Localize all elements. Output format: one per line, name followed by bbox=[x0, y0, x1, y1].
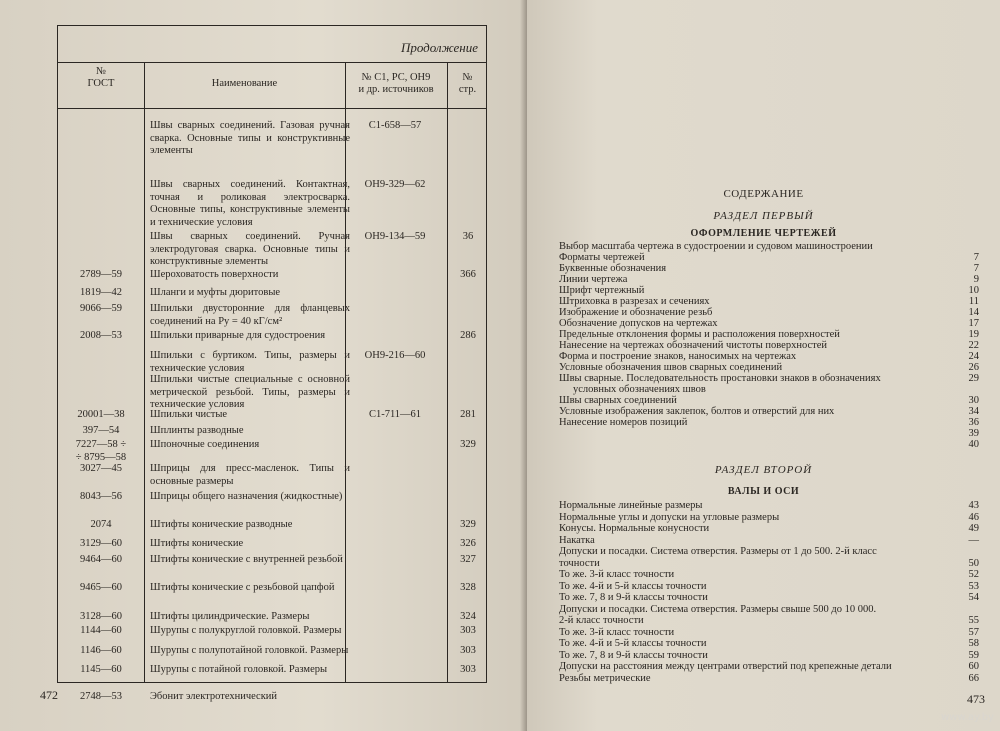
toc-entry-page: 46 bbox=[968, 511, 979, 523]
toc-entry bbox=[559, 558, 979, 569]
toc-entry bbox=[559, 362, 979, 373]
toc-entry bbox=[559, 417, 979, 428]
cell-gost: 2748—53 bbox=[80, 691, 122, 702]
cell-name: Шпильки приварные для судостроения bbox=[150, 330, 326, 341]
cell-gost: 1145—60 bbox=[80, 664, 122, 675]
cell-page: 366 bbox=[460, 269, 476, 280]
toc-entry-title: Допуски и посадки. Система отверстия. Размеры от 1 до 500. 2-й класс bbox=[559, 546, 877, 557]
cell-name: Швы сварных соединений. Ручная электродуговая сварка. Основные типы и конструктивные элементы bbox=[150, 231, 350, 267]
toc-entry-page: 36 bbox=[968, 417, 979, 428]
toc-entry bbox=[559, 673, 979, 684]
cell-name: Швы сварных соединений. Контактная, точная и роликовая электросварка. Основные типы, конструктивные элементы и технические условия bbox=[150, 179, 350, 228]
toc-entry-page: 7 bbox=[973, 263, 979, 274]
toc-entry-title: Форматы чертежей bbox=[559, 252, 645, 263]
cell-page: 303 bbox=[460, 625, 476, 636]
column-divider bbox=[447, 62, 448, 682]
toc-entry-title: Нанесение на чертежах обозначений чистоты поверхностей bbox=[559, 340, 828, 351]
cell-gost: 3128—60 bbox=[80, 611, 122, 622]
page-number-right: 473 bbox=[967, 692, 985, 706]
toc-entry-page: 19 bbox=[968, 329, 979, 340]
cell-page: 329 bbox=[460, 439, 476, 450]
toc-entry-title: То же. 4-й и 5-й классы точности bbox=[559, 638, 707, 649]
toc-entry bbox=[559, 569, 979, 580]
cell-gost: 3027—45 bbox=[80, 463, 122, 474]
toc-entry-page: 14 bbox=[968, 307, 979, 318]
cell-name: Шплинты разводные bbox=[150, 425, 244, 436]
right-page bbox=[527, 0, 1000, 731]
header-source-line2: и др. источников bbox=[358, 84, 434, 95]
cell-gost: 7227—58 ÷ ÷ 8795—58 bbox=[75, 439, 127, 463]
cell-name: Шурупы с потайной головкой. Размеры bbox=[150, 664, 328, 675]
toc-entry-page: — bbox=[968, 534, 979, 546]
toc-entry-title: Обозначение допусков на чертежах bbox=[559, 318, 718, 329]
toc-entry bbox=[559, 252, 979, 263]
header-page-line1: № bbox=[462, 72, 473, 83]
cell-gost: 3129—60 bbox=[80, 538, 122, 549]
toc-entry-title: Выбор масштаба чертежа в судостроении и судовом машиностроении bbox=[559, 241, 873, 252]
header-page-line2: стр. bbox=[458, 84, 477, 95]
cell-name: Шпильки чистые специальные с основной метрической резьбой. Типы, размеры и технические условия bbox=[150, 374, 350, 410]
cell-source: ОН9-329—62 bbox=[364, 179, 426, 190]
table-header-bottom-rule bbox=[58, 108, 486, 109]
toc-entry-page: 9 bbox=[973, 274, 979, 285]
toc-entry-title: Накатка bbox=[559, 534, 595, 546]
cell-name: Шурупы с полукруглой головкой. Размеры bbox=[150, 625, 342, 636]
toc-entry bbox=[559, 263, 979, 274]
cell-source: С1-658—57 bbox=[368, 120, 422, 131]
section2-subtitle: ВАЛЫ И ОСИ bbox=[727, 486, 800, 497]
cell-name: Шпильки чистые bbox=[150, 409, 228, 420]
toc-entry bbox=[559, 373, 979, 384]
toc-entry bbox=[559, 500, 979, 511]
section1-title: РАЗДЕЛ ПЕРВЫЙ bbox=[713, 210, 814, 222]
toc-entry bbox=[559, 592, 979, 603]
toc-entry bbox=[559, 512, 979, 523]
toc-entry-title: Форма и построение знаков, наносимых на чертежах bbox=[559, 351, 797, 362]
cell-page: 286 bbox=[460, 330, 476, 341]
toc-entry-page: 29 bbox=[968, 373, 979, 384]
toc-entry-title: Штриховка в разрезах и сечениях bbox=[559, 296, 710, 307]
toc-entry-title: 2-й класс точности bbox=[559, 615, 644, 626]
cell-name: Штифты цилиндрические. Размеры bbox=[150, 611, 310, 622]
toc-entry-page: 43 bbox=[968, 500, 979, 511]
cell-source: ОН9-134—59 bbox=[364, 231, 426, 242]
toc-entry-continuation: условных обозначениях швов bbox=[573, 384, 706, 395]
cell-page: 281 bbox=[460, 409, 476, 420]
header-name: Наименование bbox=[211, 78, 278, 89]
toc-entry bbox=[559, 661, 979, 672]
section1-subtitle: ОФОРМЛЕНИЕ ЧЕРТЕЖЕЙ bbox=[690, 228, 837, 239]
toc-entry-page: 11 bbox=[968, 296, 979, 307]
cell-page: 303 bbox=[460, 645, 476, 656]
toc-entry-title: То же. 3-й класс точности bbox=[559, 569, 675, 580]
toc-entry-page: 30 bbox=[968, 395, 979, 406]
cell-source: С1-711—61 bbox=[368, 409, 422, 420]
toc-entry-page: 52 bbox=[968, 569, 979, 580]
toc-entry-page: 34 bbox=[968, 406, 979, 417]
toc-entry bbox=[559, 329, 979, 340]
cell-gost: 9464—60 bbox=[80, 554, 122, 565]
toc-entry-title: То же. 7, 8 и 9-й классы точности bbox=[559, 649, 708, 661]
cell-name: Шурупы с полупотайной головкой. Размеры bbox=[150, 645, 349, 656]
toc-entry bbox=[559, 351, 979, 362]
toc-entry-page: 49 bbox=[968, 523, 979, 534]
cell-name: Шпоночные соединения bbox=[150, 439, 260, 450]
toc-entry-title: Допуски на расстояния между центрами отверстий под крепежные детали bbox=[559, 661, 892, 672]
cell-page: 329 bbox=[460, 519, 476, 530]
toc-entry-title: То же. 7, 8 и 9-й классы точности bbox=[559, 592, 708, 603]
toc-entry-page: 58 bbox=[968, 638, 979, 649]
toc-entry-title: Предельные отклонения формы и расположения поверхностей bbox=[559, 329, 840, 340]
toc-entry bbox=[559, 406, 979, 417]
table-header-top-rule bbox=[58, 62, 486, 63]
cell-page: 303 bbox=[460, 664, 476, 675]
toc-entry-page: 24 bbox=[968, 351, 979, 362]
cell-name: Эбонит электротехнический bbox=[150, 691, 278, 702]
cell-name: Штифты конические разводные bbox=[150, 519, 293, 530]
toc-entry bbox=[559, 627, 979, 638]
toc-entry bbox=[559, 604, 979, 615]
toc-title: СОДЕРЖАНИЕ bbox=[723, 188, 804, 200]
cell-page: 324 bbox=[460, 611, 476, 622]
cell-page: 36 bbox=[462, 231, 474, 242]
toc-entry-title: Допуски и посадки. Система отверстия. Размеры свыше 500 до 10 000. bbox=[559, 603, 877, 615]
toc-entry bbox=[559, 650, 979, 661]
header-source-line1: № С1, РС, ОН9 bbox=[361, 72, 431, 83]
cell-name: Шпильки с буртиком. Типы, размеры и технические условия bbox=[150, 350, 350, 374]
toc-entry-title: Буквенные обозначения bbox=[559, 263, 667, 274]
toc-entry-page: 26 bbox=[968, 362, 979, 373]
toc-entry-page: 50 bbox=[968, 557, 979, 569]
toc-entry-title: Швы сварные. Последовательность простановки знаков в обозначениях bbox=[559, 373, 881, 384]
toc-entry-title: Условные обозначения швов сварных соединений bbox=[559, 362, 783, 373]
toc-entry-page: 22 bbox=[968, 340, 979, 351]
page-number-left: 472 bbox=[40, 688, 58, 702]
toc-entry bbox=[559, 615, 979, 626]
toc-entry-page: 17 bbox=[968, 318, 979, 329]
cell-name: Штифты конические с резьбовой цапфой bbox=[150, 582, 335, 593]
column-divider bbox=[144, 62, 145, 682]
cell-name: Шпильки двусторонние для фланцевых соединений на Pу = 40 кГ/см² bbox=[150, 303, 350, 327]
toc-entry bbox=[559, 340, 979, 351]
cell-gost: 2789—59 bbox=[80, 269, 122, 280]
toc-entry-page: 53 bbox=[968, 580, 979, 592]
cell-name: Штифты конические bbox=[150, 538, 244, 549]
toc-entry-title: Изображение и обозначение резьб bbox=[559, 307, 713, 318]
cell-gost: 9066—59 bbox=[80, 303, 122, 314]
cell-gost: 1144—60 bbox=[80, 625, 122, 636]
toc-entry-title: Конусы. Нормальные конусности bbox=[559, 523, 710, 534]
cell-page: 326 bbox=[460, 538, 476, 549]
header-page bbox=[447, 72, 488, 96]
cell-gost: 2008—53 bbox=[80, 330, 122, 341]
toc-entry-title: Нормальные углы и допуски на угловые размеры bbox=[559, 511, 780, 523]
toc-entry-title: Линии чертежа bbox=[559, 274, 628, 285]
toc-page-number: 40 bbox=[968, 439, 979, 450]
toc-entry-page: 7 bbox=[973, 252, 979, 263]
toc-entry bbox=[559, 638, 979, 649]
toc-entry bbox=[559, 285, 979, 296]
toc-entry-page: 66 bbox=[968, 672, 979, 684]
toc-entry-page: 60 bbox=[968, 661, 979, 672]
cell-page: 328 bbox=[460, 582, 476, 593]
cell-name: Шланги и муфты дюритовые bbox=[150, 287, 281, 298]
toc-entry bbox=[559, 581, 979, 592]
toc-entry-title: То же. 4-й и 5-й классы точности bbox=[559, 580, 707, 592]
cell-gost: 397—54 bbox=[82, 425, 120, 436]
cell-name: Штифты конические с внутренней резьбой bbox=[150, 554, 343, 565]
toc-entry-page: 59 bbox=[968, 649, 979, 661]
continuation-label: Продолжение bbox=[400, 40, 478, 55]
cell-gost: 8043—56 bbox=[80, 491, 122, 502]
toc-entry bbox=[559, 395, 979, 406]
cell-gost: 2074 bbox=[90, 519, 112, 530]
toc-entry-page: 55 bbox=[968, 615, 979, 626]
toc-entry-page: 57 bbox=[968, 626, 979, 638]
toc-entry bbox=[559, 318, 979, 329]
section2-title: РАЗДЕЛ ВТОРОЙ bbox=[714, 464, 813, 476]
toc-entry-title: Швы сварных соединений bbox=[559, 395, 677, 406]
reference-table bbox=[57, 25, 487, 702]
toc-entry bbox=[559, 296, 979, 307]
toc-entry-title: Нанесение номеров позиций bbox=[559, 417, 688, 428]
cell-gost: 20001—38 bbox=[77, 409, 125, 420]
cell-gost: 1819—42 bbox=[80, 287, 122, 298]
cell-name: Шприцы для пресс-масленок. Типы и основные размеры bbox=[150, 463, 350, 487]
toc-entry bbox=[559, 535, 979, 546]
cell-name: Шероховатость поверхности bbox=[150, 269, 279, 280]
cell-name: Швы сварных соединений. Газовая ручная сварка. Основные типы и конструктивные элементы bbox=[150, 120, 350, 156]
cell-name: Шприцы общего назначения (жидкостные) bbox=[150, 491, 343, 502]
cell-page: 327 bbox=[460, 554, 476, 565]
cell-gost: 1146—60 bbox=[80, 645, 122, 656]
toc-entry-title: Условные изображения заклепок, болтов и отверстий для них bbox=[559, 406, 835, 417]
toc-entry bbox=[559, 307, 979, 318]
toc-entry bbox=[559, 274, 979, 285]
toc-entry bbox=[559, 241, 979, 252]
header-gost: № ГОСТ bbox=[87, 66, 115, 89]
toc-entry bbox=[559, 523, 979, 534]
toc-entry-title: Шрифт чертежный bbox=[559, 285, 645, 296]
toc-entry-page: 10 bbox=[968, 285, 979, 296]
toc-entry bbox=[559, 546, 979, 557]
toc-entry-page: 54 bbox=[968, 592, 979, 603]
header-source bbox=[345, 72, 447, 96]
toc-entry-title: То же. 3-й класс точности bbox=[559, 626, 675, 638]
toc-entry-title: точности bbox=[559, 557, 600, 569]
toc-entry-title: Нормальные линейные размеры bbox=[559, 500, 703, 511]
cell-gost: 9465—60 bbox=[80, 582, 122, 593]
watermark: www.ay.by bbox=[941, 712, 994, 723]
toc-entry-title: Резьбы метрические bbox=[559, 672, 651, 684]
toc-page-number: 39 bbox=[968, 428, 979, 439]
cell-source: ОН9-216—60 bbox=[364, 350, 426, 361]
